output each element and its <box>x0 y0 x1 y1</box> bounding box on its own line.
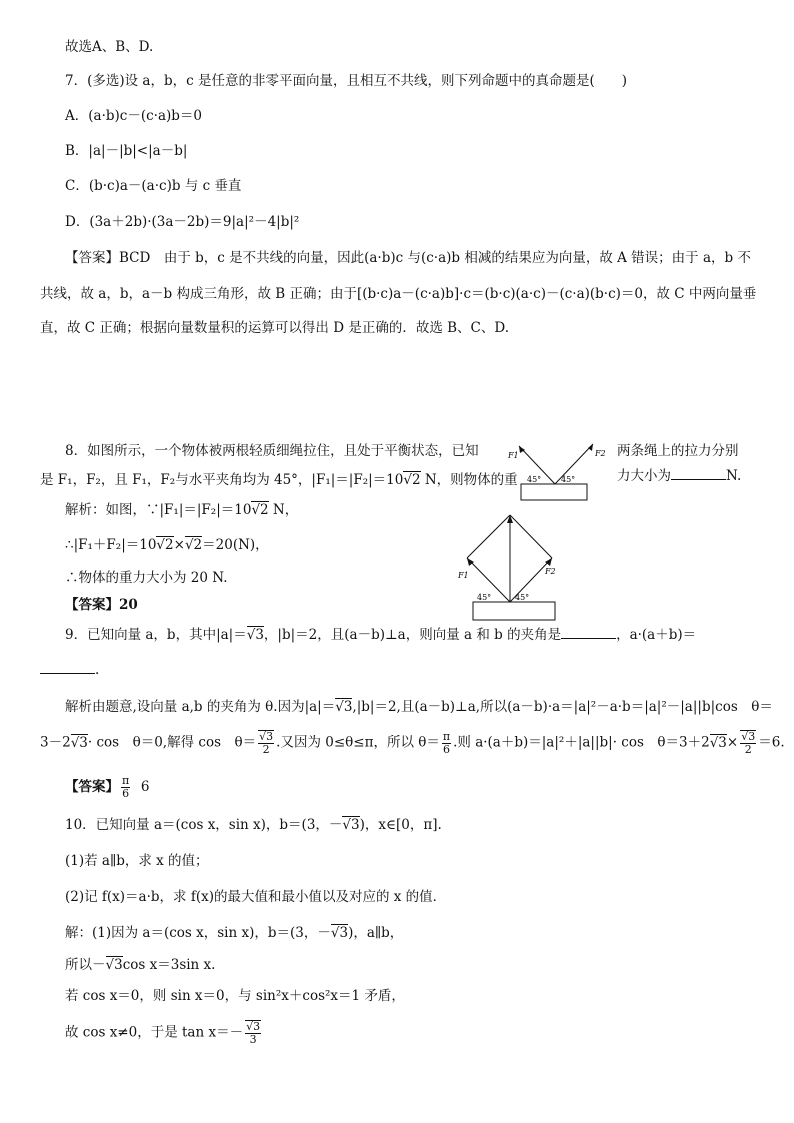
solution-9-line2: 3－2√3· cos θ＝0,解得 cos θ＝ $\frac{√3}{2}$ .又因为 0≤θ≤π，所以 θ＝ $\frac{\pi}{6}$ .则 a·(a＋b)＝|a|²＋|a||b|· cos θ＝3＋2√3× $\frac{√3}{2}$ ＝6. <box>40 729 785 756</box>
object-box <box>473 602 555 620</box>
question-9-line1: 9．已知向量 a，b，其中|a|＝√3，|b|＝2，且(a－b)⊥a，则向量 a 和 b 的夹角是 ，a·(a＋b)＝ <box>65 627 697 643</box>
option-d: D．(3a＋2b)·(3a－2b)＝9|a|²－4|b|² <box>65 214 300 230</box>
solution-8-line1: 解析：如图，∵|F₁|＝|F₂|＝10√2 N， <box>65 502 299 518</box>
answer-7-line2: 共线，故 a，b，a－b 构成三角形，故 B 正确；由于[(b·c)a－(c·a)b]·c＝(b·c)(a·c)－(c·a)(b·c)＝0，故 C 中两向量垂 <box>40 286 757 302</box>
solution-9-line1: 解析由题意,设向量 a,b 的夹角为 θ.因为|a|＝√3,|b|＝2,且(a－b)⊥a,所以(a－b)·a＝|a|²－a·b＝|a|²－|a||b|cos θ＝ <box>65 699 773 715</box>
question-10-part2: (2)记 f(x)＝a·b，求 f(x)的最大值和最小值以及对应的 x 的值． <box>65 889 447 905</box>
question-7: 7．(多选)设 a，b，c 是任意的非零平面向量，且相互不共线，则下列命题中的真命题是( ) <box>65 73 627 89</box>
question-8-line1-right: 两条绳上的拉力分别 <box>617 443 739 459</box>
answer-blank[interactable] <box>671 479 726 480</box>
solution-10-line3: 若 cos x＝0，则 sin x＝0，与 sin²x＋cos²x＝1 矛盾， <box>65 988 405 1004</box>
question-8-line2-right: 力大小为 N. <box>617 468 742 484</box>
answer-7-line1: 【答案】BCD 由于 b，c 是不共线的向量，因此(a·b)c 与(c·a)b 相减的结果应为向量，故 A 错误；由于 a，b 不 <box>65 250 751 266</box>
f2-label: F2 <box>545 567 556 576</box>
question-10-part1: (1)若 a∥b，求 x 的值； <box>65 853 209 869</box>
option-a: A．(a·b)c－(c·a)b＝0 <box>65 108 202 124</box>
f1-label: F1 <box>508 451 519 460</box>
solution-10-line2: 所以－√3cos x＝3sin x. <box>65 957 216 973</box>
angle-label-left: 45° <box>477 593 492 602</box>
answer-8: 【答案】20 <box>65 597 138 613</box>
question-9-line2: . <box>40 660 99 680</box>
answer-7-line3: 直，故 C 正确；根据向量数量积的运算可以得出 D 是正确的．故选 B、C、D. <box>40 320 509 336</box>
force-diagram-large <box>455 510 575 622</box>
angle-label-right: 45° <box>561 475 576 484</box>
question-8-line2: 是 F₁，F₂，且 F₁，F₂与水平夹角均为 45°，|F₁|＝|F₂|＝10√2 N，则物体的重 <box>40 472 518 488</box>
question-8-line1: 8．如图所示，一个物体被两根轻质细绳拉住，且处于平衡状态，已知 <box>65 443 479 459</box>
solution-8-line2: ∴|F₁＋F₂|＝10√2×√2＝20(N)， <box>65 537 269 553</box>
answer-9: 【答案】 $\frac{\pi}{6}$ 6 <box>65 774 150 800</box>
solution-10-line4: 故 cos x≠0，于是 tan x＝－ $\frac{√3}{3}$ <box>65 1020 261 1046</box>
solution-8-line3: ∴物体的重力大小为 20 N. <box>65 570 228 586</box>
object-box <box>521 484 587 500</box>
question-10: 10．已知向量 a＝(cos x，sin x)，b＝(3，－√3)，x∈[0，π]. <box>65 817 442 833</box>
f1-label: F1 <box>458 571 469 580</box>
option-c: C．(b·c)a－(a·c)b 与 c 垂直 <box>65 178 242 194</box>
answer-blank-dot[interactable] <box>40 673 95 674</box>
angle-label-left: 45° <box>527 475 542 484</box>
f2-label: F2 <box>595 449 606 458</box>
force-diagram-small <box>505 436 610 504</box>
option-b: B．|a|－|b|<|a－b| <box>65 143 188 159</box>
text-line: 故选A、B、D. <box>65 39 154 55</box>
solution-10-line1: 解：(1)因为 a＝(cos x，sin x)，b＝(3，－√3)，a∥b， <box>65 925 404 941</box>
answer-blank-angle[interactable] <box>561 638 616 639</box>
angle-label-right: 45° <box>515 593 530 602</box>
